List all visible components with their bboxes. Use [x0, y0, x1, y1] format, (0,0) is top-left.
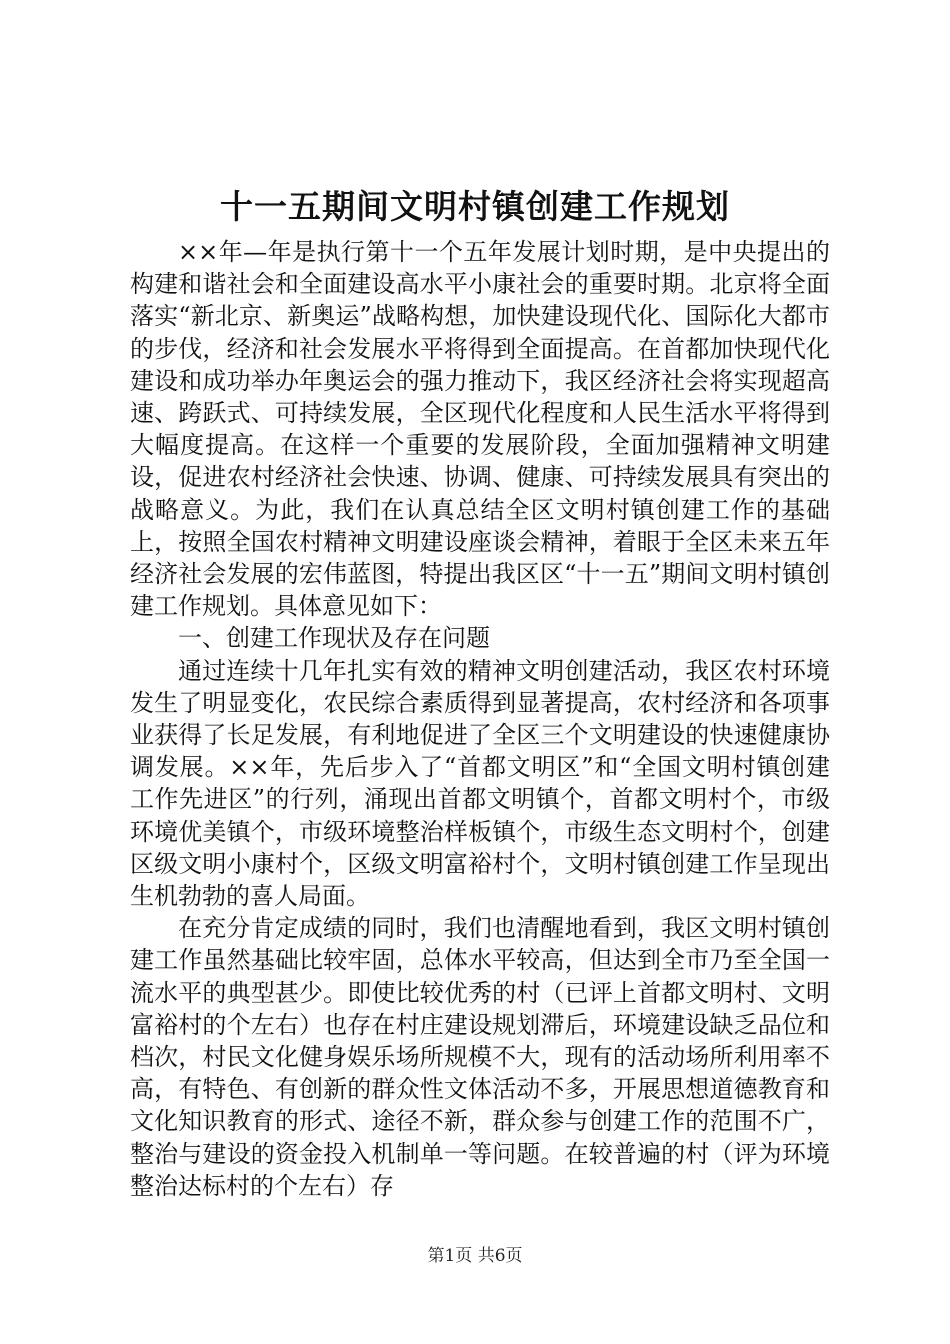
document-body — [130, 236, 830, 1202]
paragraph-intro: ××年—年是执行第十一个五年发展计划时期，是中央提出的构建和谐社会和全面建设高水平小康社会的重要时期。北京将全面落实“新北京、新奥运”战略构想，加快建设现代化、国际化大都市的步伐，经济和社会发展水平将得到全面提高。在首都加快现代化建设和成功举办年奥运会的强力推动下，我区经济社会将实现超高速、跨跃式、可持续发展，全区现代化程度和人民生活水平将得到大幅度提高。在这样一个重要的发展阶段，全面加强精神文明建设，促进农村经济社会快速、协调、健康、可持续发展具有突出的战略意义。为此，我们在认真总结全区文明村镇创建工作的基础上，按照全国农村精神文明建设座谈会精神，着眼于全区未来五年经济社会发展的宏伟蓝图，特提出我区区“十一五”期间文明村镇创建工作规划。具体意见如下： — [130, 238, 830, 621]
page-number-footer: 第1页 共6页 — [427, 1246, 523, 1266]
paragraph-problems: 在充分肯定成绩的同时，我们也清醒地看到，我区文明村镇创建工作虽然基础比较牢固，总体水平较高，但达到全市乃至全国一流水平的典型甚少。即使比较优秀的村（已评上首都文明村、文明富裕村的个左右）也存在村庄建设规划滞后，环境建设缺乏品位和档次，村民文化健身娱乐场所规模不大，现有的活动场所利用率不高，有特色、有创新的群众性文体活动不多，开展思想道德教育和文化知识教育的形式、途径不新，群众参与创建工作的范围不广，整治与建设的资金投入机制单一等问题。在较普遍的村（评为环境整治达标村的个左右）存 — [130, 914, 830, 1200]
paragraph-achievements: 通过连续十几年扎实有效的精神文明创建活动，我区农村环境发生了明显变化，农民综合素质得到显著提高，农村经济和各项事业获得了长足发展，有利地促进了全区三个文明建设的快速健康协调发展。××年，先后步入了“首都文明区”和“全国文明村镇创建工作先进区”的行列，涌现出首都文明镇个，首都文明村个，市级环境优美镇个，市级环境整治样板镇个，市级生态文明村个，创建区级文明小康村个，区级文明富裕村个，文明村镇创建工作呈现出生机勃勃的喜人局面。 — [130, 656, 830, 911]
document-title: 十一五期间文明村镇创建工作规划 — [220, 187, 730, 226]
section-heading: 一、创建工作现状及存在问题 — [178, 624, 490, 653]
